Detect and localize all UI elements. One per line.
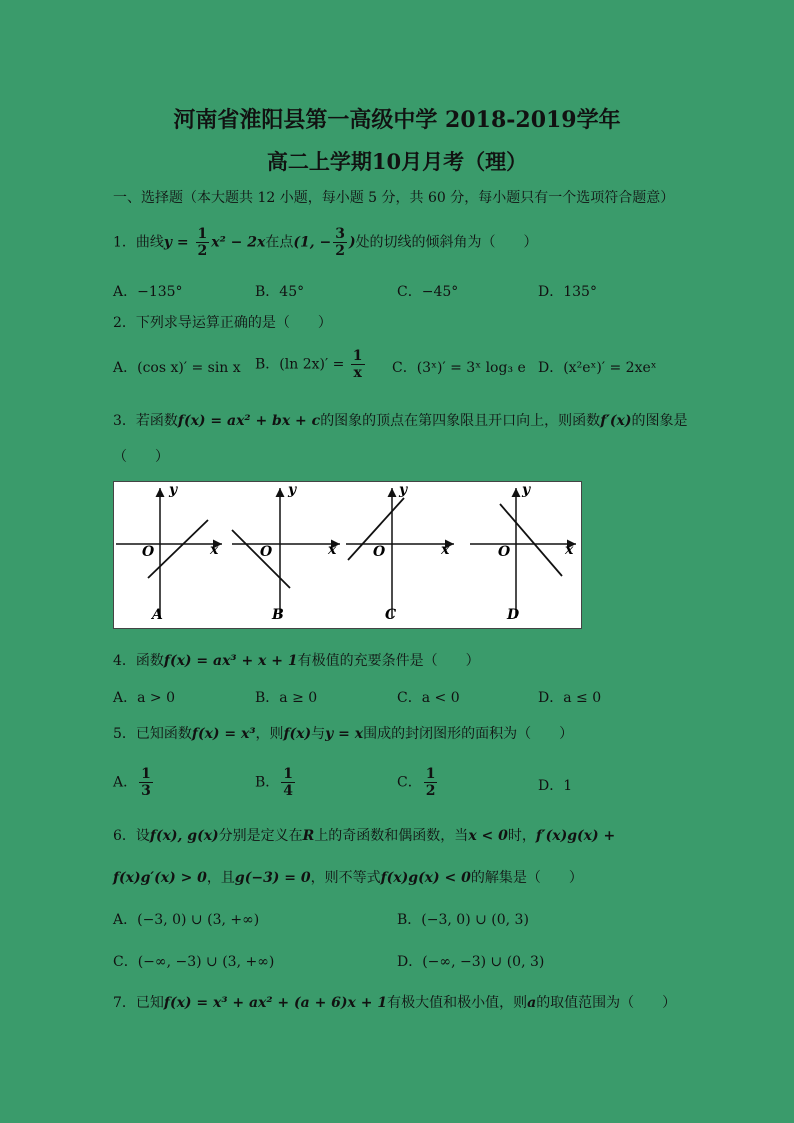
q6-option-c: C．(−∞, −3) ∪ (3, +∞) — [113, 954, 275, 970]
svg-text:x: x — [210, 542, 219, 558]
graph-label-b: B — [272, 607, 284, 623]
question-4: 4．函数f(x) = ax³ + x + 1有极值的充要条件是（ ） — [113, 653, 480, 669]
section-heading: 一、选择题（本大题共 12 小题，每小题 5 分，共 60 分，每小题只有一个选项符合题意） — [113, 190, 675, 206]
q1-option-a: A．−135° — [113, 284, 183, 300]
svg-text:x: x — [565, 542, 574, 558]
q3-graphs-figure — [113, 481, 582, 629]
svg-text:x: x — [441, 542, 450, 558]
svg-text:O: O — [373, 544, 386, 560]
q1-fraction-1: $\frac{1}{2}$ — [197, 226, 208, 259]
svg-text:y: y — [288, 482, 297, 498]
graph-a — [116, 482, 222, 623]
question-6-line-1: 6．设f(x), g(x)分别是定义在R上的奇函数和偶函数，当x < 0时，f′(x)g(x) + — [113, 828, 616, 844]
q2-option-b: B．(ln 2x)′ = $\frac{1}{x}$ — [255, 348, 363, 381]
graph-b — [232, 482, 340, 623]
q2-option-a: A．(cos x)′ = sin x — [113, 360, 241, 376]
q5-option-c: C． $\frac{1}{2}$ — [397, 766, 436, 799]
question-3: 3．若函数f(x) = ax² + bx + c的图象的顶点在第四象限且开口向上，则函数f′(x)的图象是 — [113, 413, 688, 429]
question-2: 2．下列求导运算正确的是（ ） — [113, 315, 332, 331]
q5-option-b: B． $\frac{1}{4}$ — [255, 766, 294, 799]
q5-option-a: A． $\frac{1}{3}$ — [113, 766, 151, 799]
q6-option-a: A．(−3, 0) ∪ (3, +∞) — [113, 912, 260, 928]
q6-option-b: B．(−3, 0) ∪ (0, 3) — [397, 912, 529, 928]
q4-option-b: B．a ≥ 0 — [255, 690, 318, 706]
graph-c — [346, 482, 454, 623]
svg-text:O: O — [498, 544, 511, 560]
svg-text:O: O — [142, 544, 155, 560]
q3-graphs-svg — [114, 482, 581, 628]
page-title: 河南省淮阳县第一高级中学 2018-2019学年 — [173, 107, 621, 133]
svg-text:x: x — [328, 542, 337, 558]
q1-option-c: C．−45° — [397, 284, 459, 300]
q1-prefix: 1．曲线 — [113, 234, 164, 251]
question-5: 5．已知函数f(x) = x³，则f(x)与y = x围成的封闭图形的面积为（ ） — [113, 726, 574, 742]
q4-option-a: A．a > 0 — [113, 690, 175, 706]
question-6-line-2: f(x)g′(x) > 0，且g(−3) = 0，则不等式f(x)g(x) < 0的解集是（ ） — [113, 870, 583, 886]
q2-option-c: C．(3ˣ)′ = 3ˣ log₃ e — [392, 360, 526, 376]
svg-text:y: y — [169, 482, 178, 498]
q1-option-d: D．135° — [538, 284, 597, 300]
graph-label-c: C — [385, 607, 397, 623]
q5-option-d: D．1 — [538, 778, 573, 794]
page-subtitle: 高二上学期10月月考（理） — [266, 149, 528, 174]
q4-option-d: D．a ≤ 0 — [538, 690, 602, 706]
q4-option-c: C．a < 0 — [397, 690, 460, 706]
q2-option-d: D．(x²eˣ)′ = 2xeˣ — [538, 360, 657, 376]
svg-text:O: O — [260, 544, 273, 560]
q3-answer-paren: （ ） — [113, 449, 169, 465]
question-7: 7．已知f(x) = x³ + ax² + (a + 6)x + 1有极大值和极小值，则a的取值范围为（ ） — [113, 995, 677, 1011]
question-1: 1．曲线y = $\frac{1}{2}$ x² − 2x在点(1, − $\frac{3}{2}$ )处的切线的倾斜角为（ ） — [113, 226, 538, 259]
graph-d — [470, 482, 576, 623]
graph-label-a: A — [152, 607, 163, 623]
q6-option-d: D．(−∞, −3) ∪ (0, 3) — [397, 954, 545, 970]
q1-fraction-2: $\frac{3}{2}$ — [335, 226, 345, 259]
svg-text:y: y — [522, 482, 531, 498]
q1-option-b: B．45° — [255, 284, 305, 300]
svg-text:y: y — [399, 482, 408, 498]
graph-label-d: D — [507, 607, 520, 623]
